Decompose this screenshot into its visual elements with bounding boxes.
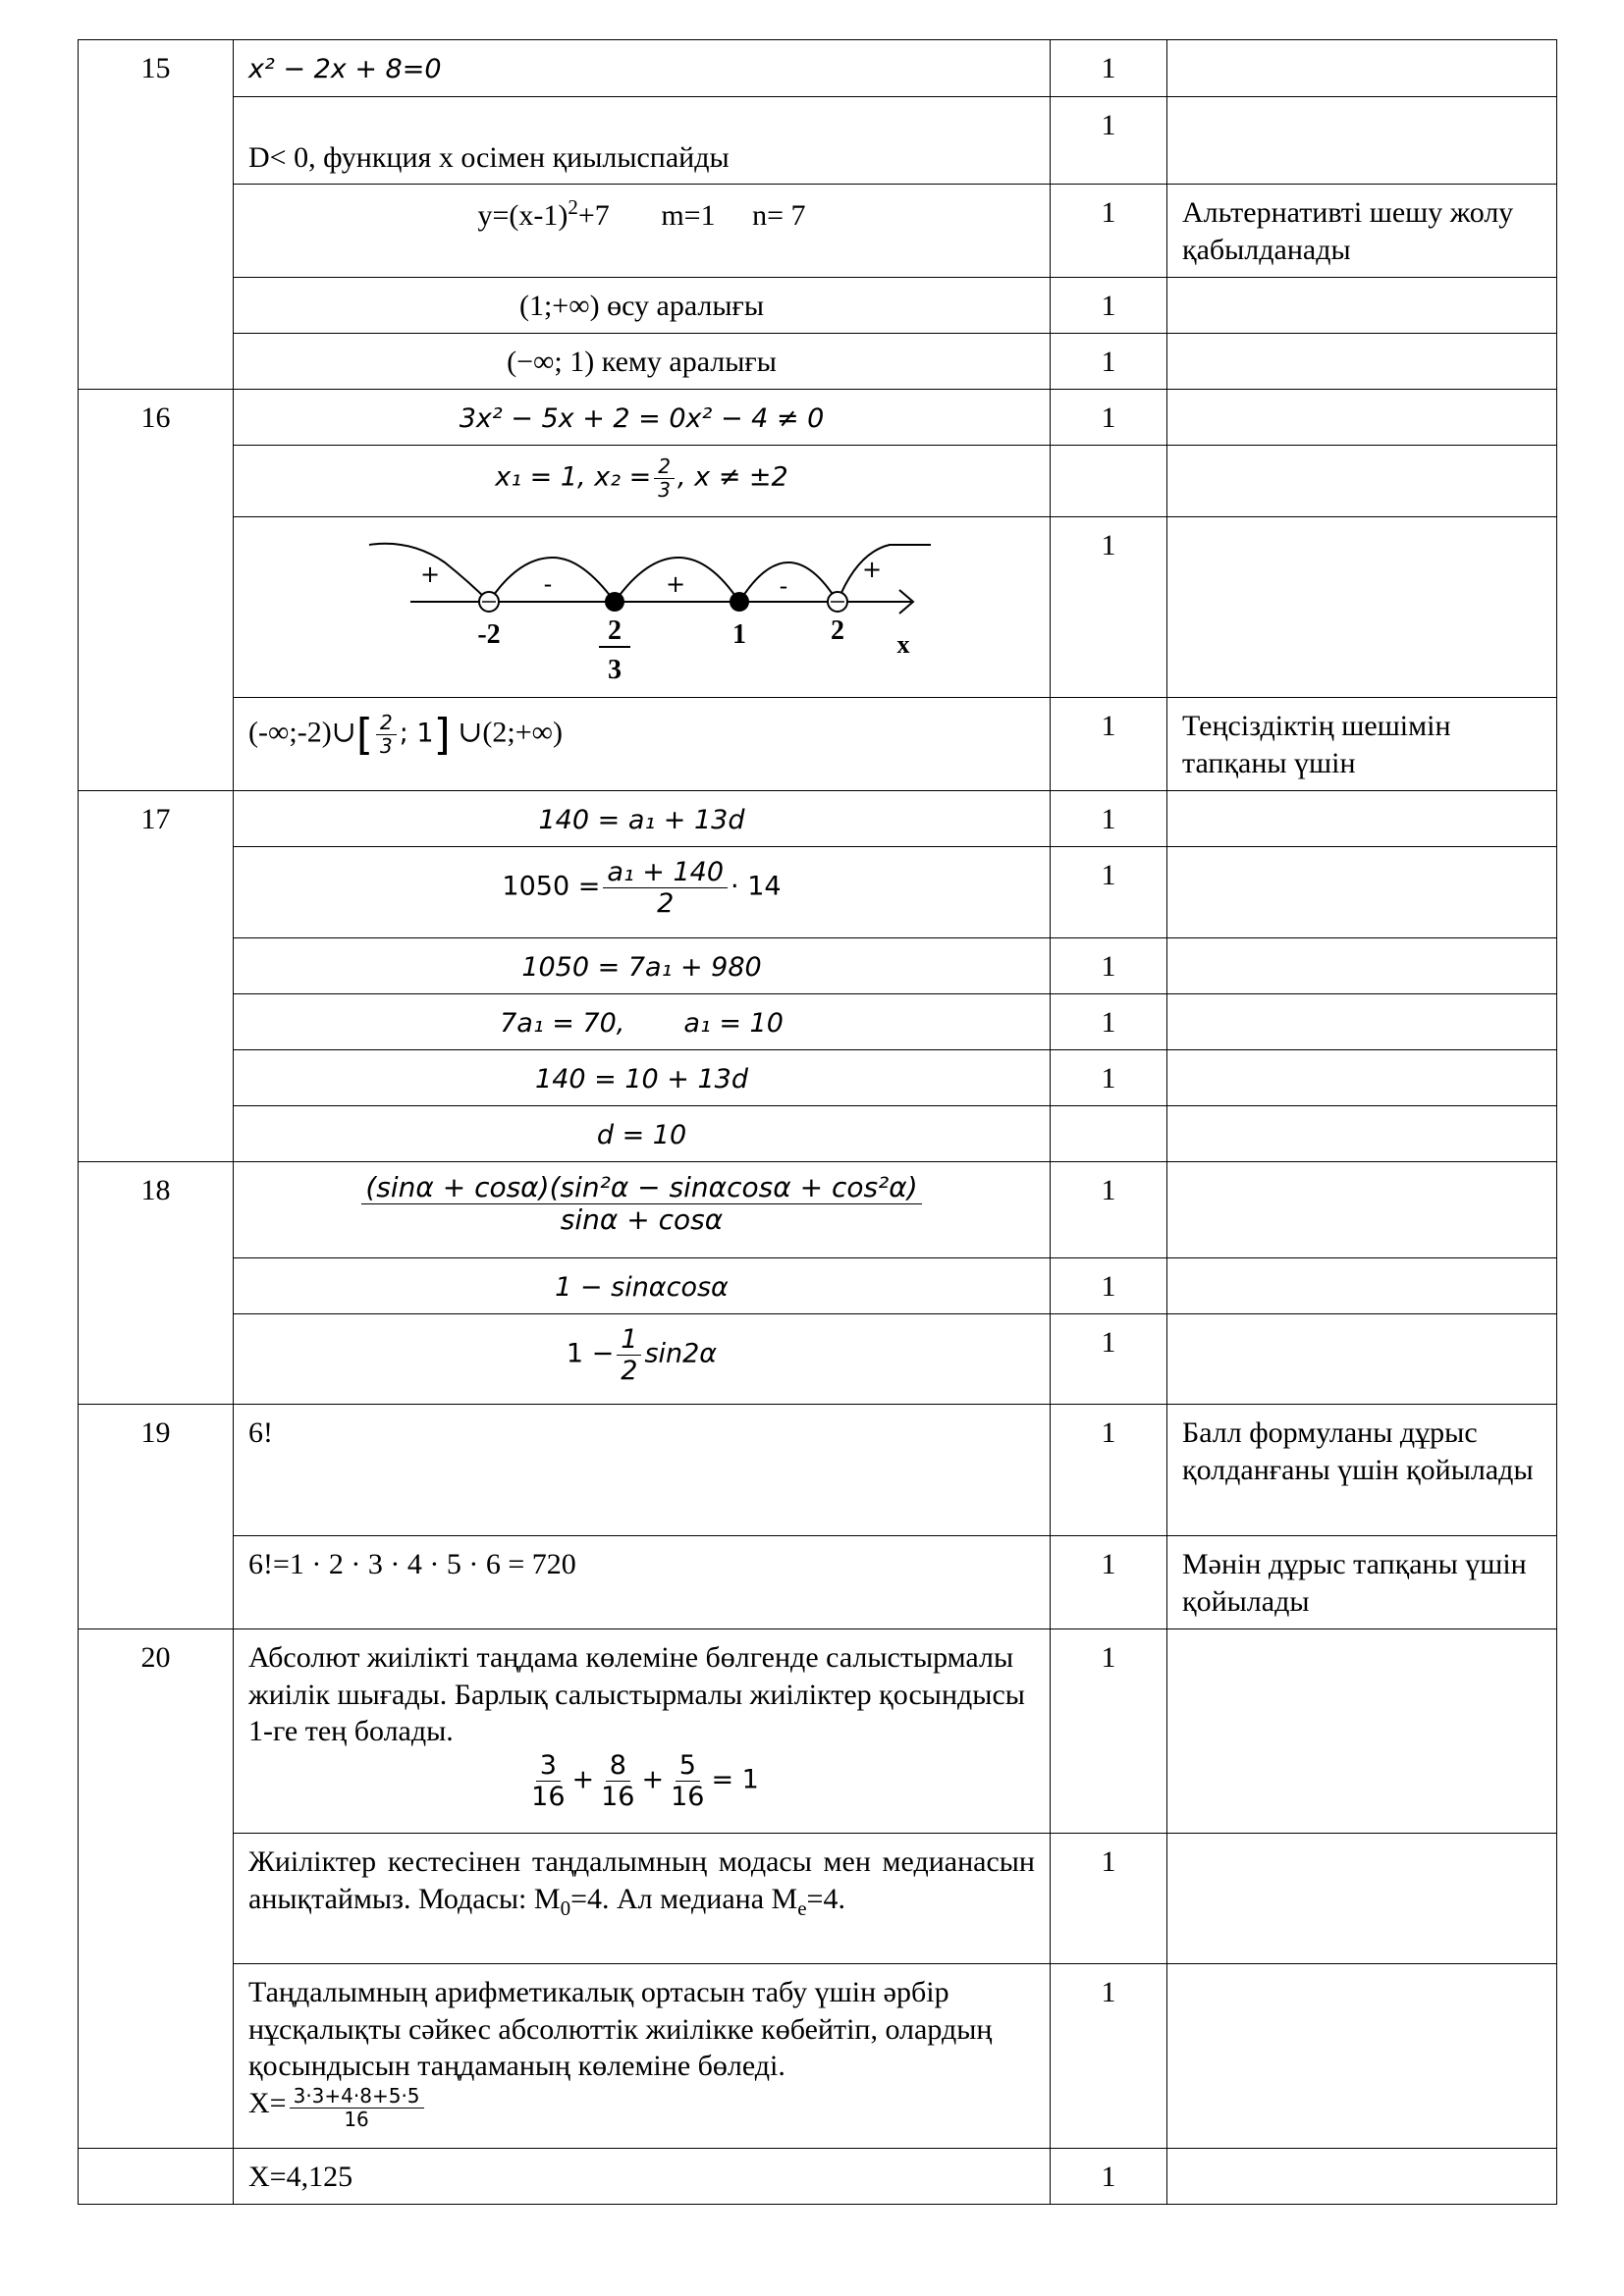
solution-cell: [234, 791, 1051, 847]
table-row: [79, 1964, 1557, 2149]
sign-label: -: [543, 570, 553, 598]
table-row: [79, 698, 1557, 791]
table-row: [79, 1834, 1557, 1964]
point-label: 3: [608, 655, 622, 685]
solution-cell: [234, 40, 1051, 97]
note-cell: [1167, 278, 1557, 334]
note-cell: [1167, 1834, 1557, 1964]
point-label: 2: [608, 615, 622, 646]
solution-cell: 6!=1 · 2 · 3 · 4 · 5 · 6 = 720: [234, 1536, 1051, 1629]
equation: 140 = 10 + 13d: [535, 1064, 748, 1095]
points-cell: 1: [1051, 847, 1167, 938]
vertex-form: $y=(x-1)^2+7$: [477, 195, 610, 232]
explanation-text: Таңдалымның арифметикалық ортасын табу үшін әрбір нұсқалықты сәйкес абсолюттік жиілікке көбейтіп, олардың қосындысын таңдаманың көлеміне бөледі.: [248, 1976, 993, 2082]
table-row: [79, 446, 1557, 517]
points-cell: 1: [1051, 1405, 1167, 1536]
points-cell: 1: [1051, 185, 1167, 278]
note-cell: Альтернативті шешу жолу қабылданады: [1167, 185, 1557, 278]
table-row: [79, 847, 1557, 938]
equation-rhs: sin2α: [644, 1338, 718, 1369]
solution-cell: [234, 1629, 1051, 1834]
points-cell: 1: [1051, 1314, 1167, 1405]
solution-cell: [234, 517, 1051, 698]
equation-lhs: 1 −: [566, 1338, 615, 1369]
solution-cell: [234, 1050, 1051, 1106]
note-cell: [1167, 994, 1557, 1050]
points-cell: 1: [1051, 40, 1167, 97]
point-label: 2: [831, 615, 844, 646]
sign-chart: [244, 523, 1029, 690]
grading-table: [78, 39, 1557, 2205]
solution-cell: [234, 185, 1051, 278]
equation-rhs: · 14: [731, 871, 782, 902]
fraction: $\frac{3}{16}$: [531, 1749, 566, 1812]
sign-label: -: [779, 572, 788, 600]
note-cell: [1167, 1106, 1557, 1162]
note-cell: [1167, 446, 1557, 517]
equation: a₁ = 10: [683, 1008, 784, 1039]
explanation-text: Абсолют жиілікті таңдама көлеміне бөлгенде салыстырмалы жиілік шығады. Барлық салыстырмалы жиіліктер қосындысы 1-ге тең болады.: [248, 1641, 1025, 1747]
interval-right: ∪(2;+∞): [458, 716, 564, 749]
note-cell: [1167, 1258, 1557, 1314]
fraction: $\frac{3\cdot 3+4\cdot 8+5\cdot 5}{16}$: [290, 2085, 424, 2131]
note-cell: [1167, 1162, 1557, 1258]
points-cell: [1051, 1106, 1167, 1162]
note-cell: [1167, 40, 1557, 97]
points-cell: 1: [1051, 278, 1167, 334]
table-row: [79, 517, 1557, 698]
domain-condition: , x ≠ ±2: [677, 461, 788, 493]
note-cell: [1167, 938, 1557, 994]
fraction: $\frac{8}{16}$: [601, 1749, 635, 1812]
sign-label: +: [861, 556, 883, 583]
note-cell: Мәнін дұрыс тапқаны үшін қойылады: [1167, 1536, 1557, 1629]
task-number: 20: [79, 1629, 234, 2149]
note-cell: [1167, 2149, 1557, 2205]
point-label: 1: [732, 619, 746, 650]
table-row: [79, 1162, 1557, 1258]
solution-cell: [234, 1258, 1051, 1314]
table-row: [79, 938, 1557, 994]
table-row: [79, 1536, 1557, 1629]
table-row: [79, 1405, 1557, 1536]
solution-cell: (1;+∞) өсу аралығы: [234, 278, 1051, 334]
table-row: [79, 40, 1557, 97]
solution-cell: [234, 1106, 1051, 1162]
table-row: [79, 97, 1557, 185]
points-cell: 1: [1051, 938, 1167, 994]
points-cell: 1: [1051, 1258, 1167, 1314]
equation: 3x² − 5x + 2 = 0x² − 4 ≠ 0: [459, 403, 825, 434]
solution-cell: [234, 446, 1051, 517]
sum-formula: $\frac{3}{16}$ + $\frac{8}{16}$ + $\frac{5}{16}$ = 1: [248, 1750, 1035, 1812]
solution-cell: [234, 390, 1051, 446]
solution-cell: [234, 1314, 1051, 1405]
interval-mid: ; 1: [399, 718, 434, 749]
points-cell: 1: [1051, 1629, 1167, 1834]
table-row: [79, 1050, 1557, 1106]
task-number: 17: [79, 791, 234, 1162]
task-number: 16: [79, 390, 234, 791]
task-number: 15: [79, 40, 234, 390]
table-row: [79, 994, 1557, 1050]
equation: 7a₁ = 70,: [500, 1008, 625, 1039]
fraction: $\frac{2}{3}$: [654, 455, 675, 502]
fraction: $\frac{\text{(sinα + cosα)(sin²α − sinαcosα + cos²α)}}{\sin\alpha + \cos\alpha}$: [361, 1172, 921, 1236]
table-row: [79, 185, 1557, 278]
fraction: $\frac{\text{a₁ + 140}}{2}$: [603, 857, 728, 919]
table-row: [79, 2149, 1557, 2205]
solution-cell: [234, 847, 1051, 938]
closed-point: [730, 592, 749, 612]
note-cell: [1167, 334, 1557, 390]
solution-cell: (−∞; 1) кему аралығы: [234, 334, 1051, 390]
solution-cell: [234, 938, 1051, 994]
solution-cell: [234, 1964, 1051, 2149]
m-value: m=1: [661, 199, 716, 232]
task-number: 19: [79, 1405, 234, 1629]
fraction: $\frac{1}{2}$: [617, 1324, 641, 1386]
n-value: n= 7: [752, 199, 806, 232]
task-number: 18: [79, 1162, 234, 1405]
equation-lhs: 1050 =: [502, 871, 601, 902]
note-cell: [1167, 390, 1557, 446]
equation: 1050 = 7a₁ + 980: [521, 952, 762, 983]
note-cell: [1167, 517, 1557, 698]
equation: x² − 2x + 8=0: [248, 54, 442, 84]
points-cell: 1: [1051, 517, 1167, 698]
equation: d = 10: [596, 1120, 687, 1150]
table-row: [79, 390, 1557, 446]
points-cell: 1: [1051, 1834, 1167, 1964]
closed-point: [605, 592, 624, 612]
solution-cell: [234, 994, 1051, 1050]
points-cell: 1: [1051, 334, 1167, 390]
solution-cell: (-∞;-2)∪[ $\frac{2}{3}$ ; 1] ∪(2;+∞): [234, 698, 1051, 791]
solution-cell: 6!: [234, 1405, 1051, 1536]
table-row: [79, 1106, 1557, 1162]
points-cell: 1: [1051, 390, 1167, 446]
mean-formula: X= $\frac{3\cdot 3+4\cdot 8+5\cdot 5}{16}$: [248, 2085, 1035, 2131]
point-label: -2: [477, 619, 501, 650]
axis-label: x: [896, 630, 910, 659]
solution-cell: X=4,125: [234, 2149, 1051, 2205]
points-cell: [1051, 446, 1167, 517]
points-cell: 1: [1051, 2149, 1167, 2205]
points-cell: 1: [1051, 698, 1167, 791]
table-row: [79, 1629, 1557, 1834]
points-cell: 1: [1051, 1162, 1167, 1258]
fraction: $\frac{5}{16}$: [671, 1749, 705, 1812]
table-row: [79, 791, 1557, 847]
table-row: [79, 334, 1557, 390]
note-cell: [1167, 1629, 1557, 1834]
interval-left: (-∞;-2)∪: [248, 716, 356, 749]
solution-cell: Жиіліктер кестесінен таңдалымның модасы мен медианасын анықтаймыз. Модасы: $M_0=4$. Ал медиана $M_e=4$.: [234, 1834, 1051, 1964]
points-cell: 1: [1051, 1964, 1167, 2149]
note-cell: [1167, 1050, 1557, 1106]
note-cell: [1167, 1314, 1557, 1405]
sign-label: +: [419, 561, 441, 588]
note-cell: [1167, 847, 1557, 938]
fraction: $\frac{2}{3}$: [376, 712, 397, 758]
points-cell: 1: [1051, 1050, 1167, 1106]
note-cell: [1167, 97, 1557, 185]
equation: 1 − sinαcosα: [555, 1272, 729, 1303]
points-cell: 1: [1051, 791, 1167, 847]
note-cell: Балл формуланы дұрыс қолданғаны үшін қойылады: [1167, 1405, 1557, 1536]
task-number: [79, 2149, 234, 2205]
points-cell: 1: [1051, 1536, 1167, 1629]
equation: 140 = a₁ + 13d: [538, 805, 745, 835]
table-row: [79, 1314, 1557, 1405]
note-cell: [1167, 1964, 1557, 2149]
note-cell: [1167, 791, 1557, 847]
solution-cell: D< 0, функция х осімен қиылыспайды: [234, 97, 1051, 185]
table-row: [79, 278, 1557, 334]
table-row: [79, 1258, 1557, 1314]
roots: x₁ = 1, x₂ =: [495, 461, 652, 493]
sign-curve: [369, 544, 931, 602]
solution-cell: [234, 1162, 1051, 1258]
note-cell: Теңсіздіктің шешімін тапқаны үшін: [1167, 698, 1557, 791]
points-cell: 1: [1051, 97, 1167, 185]
sign-label: +: [665, 570, 686, 598]
points-cell: 1: [1051, 994, 1167, 1050]
